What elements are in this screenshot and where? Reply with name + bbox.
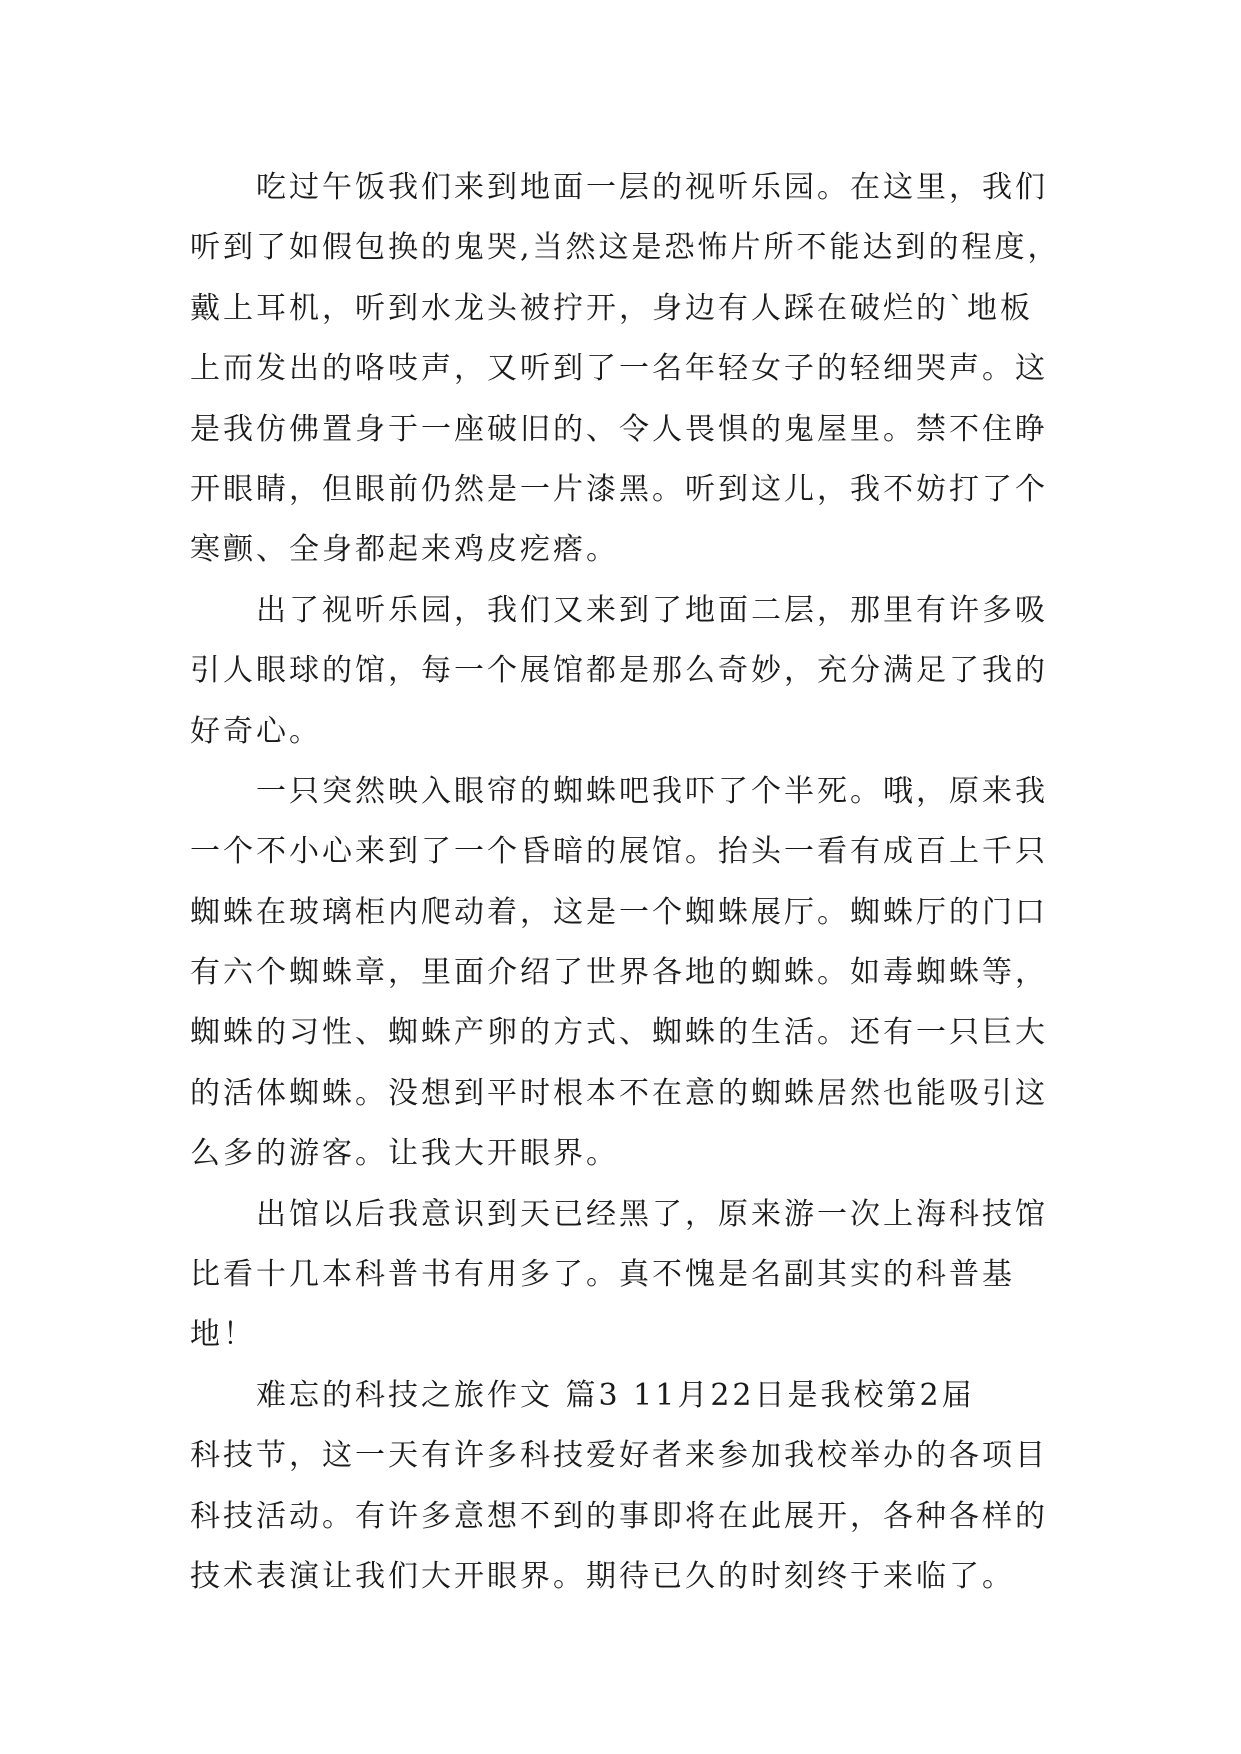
- text-line: 技术表演让我们大开眼界。期待已久的时刻终于来临了。: [190, 1558, 1015, 1594]
- text-line: 吃过午饭我们来到地面一层的视听乐园。在这里，我们: [256, 170, 1048, 205]
- text-line: 听到了如假包换的鬼哭,当然这是恐怖片所不能达到的程度，: [190, 230, 1061, 266]
- text-line: 有六个蜘蛛章，里面介绍了世界各地的蜘蛛。如毒蜘蛛等，: [190, 955, 1048, 991]
- text-line: 好奇心。: [190, 713, 322, 749]
- text-line: 难忘的科技之旅作文 篇3 11月22日是我校第2届: [256, 1377, 975, 1413]
- text-line: 么多的游客。让我大开眼界。: [190, 1136, 619, 1172]
- text-line: 出了视听乐园，我们又来到了地面二层，那里有许多吸: [256, 592, 1048, 628]
- text-line: 蜘蛛的习性、蜘蛛产卵的方式、蜘蛛的生活。还有一只巨大: [190, 1015, 1048, 1051]
- text-line: 的活体蜘蛛。没想到平时根本不在意的蜘蛛居然也能吸引这: [190, 1075, 1048, 1111]
- document-body: [190, 158, 1100, 1607]
- text-line: 科技活动。有许多意想不到的事即将在此展开，各种各样的: [190, 1498, 1048, 1534]
- text-line: 出馆以后我意识到天已经黑了，原来游一次上海科技馆: [256, 1196, 1048, 1232]
- text-line: 开眼睛，但眼前仍然是一片漆黑。听到这儿，我不妨打了个: [190, 471, 1048, 507]
- text-line: 地！: [190, 1317, 256, 1353]
- text-line: 科技节，这一天有许多科技爱好者来参加我校举办的各项目: [190, 1438, 1048, 1474]
- text-line: 上而发出的咯吱声，又听到了一名年轻女子的轻细哭声。这: [190, 351, 1048, 387]
- text-line: 寒颤、全身都起来鸡皮疙瘩。: [190, 532, 619, 568]
- text-line: 戴上耳机，听到水龙头被拧开，身边有人踩在破烂的`地板: [190, 290, 1033, 326]
- text-line: 蜘蛛在玻璃柜内爬动着，这是一个蜘蛛展厅。蜘蛛厅的门口: [190, 894, 1048, 930]
- text-line: 一只突然映入眼帘的蜘蛛吧我吓了个半死。哦，原来我: [256, 773, 1048, 809]
- text-line: 一个不小心来到了一个昏暗的展馆。抬头一看有成百上千只: [190, 834, 1048, 870]
- text-line: 比看十几本科普书有用多了。真不愧是名副其实的科普基: [190, 1257, 1015, 1293]
- text-line: 是我仿佛置身于一座破旧的、令人畏惧的鬼屋里。禁不住睁: [190, 411, 1048, 447]
- text-line: 引人眼球的馆，每一个展馆都是那么奇妙，充分满足了我的: [190, 653, 1048, 689]
